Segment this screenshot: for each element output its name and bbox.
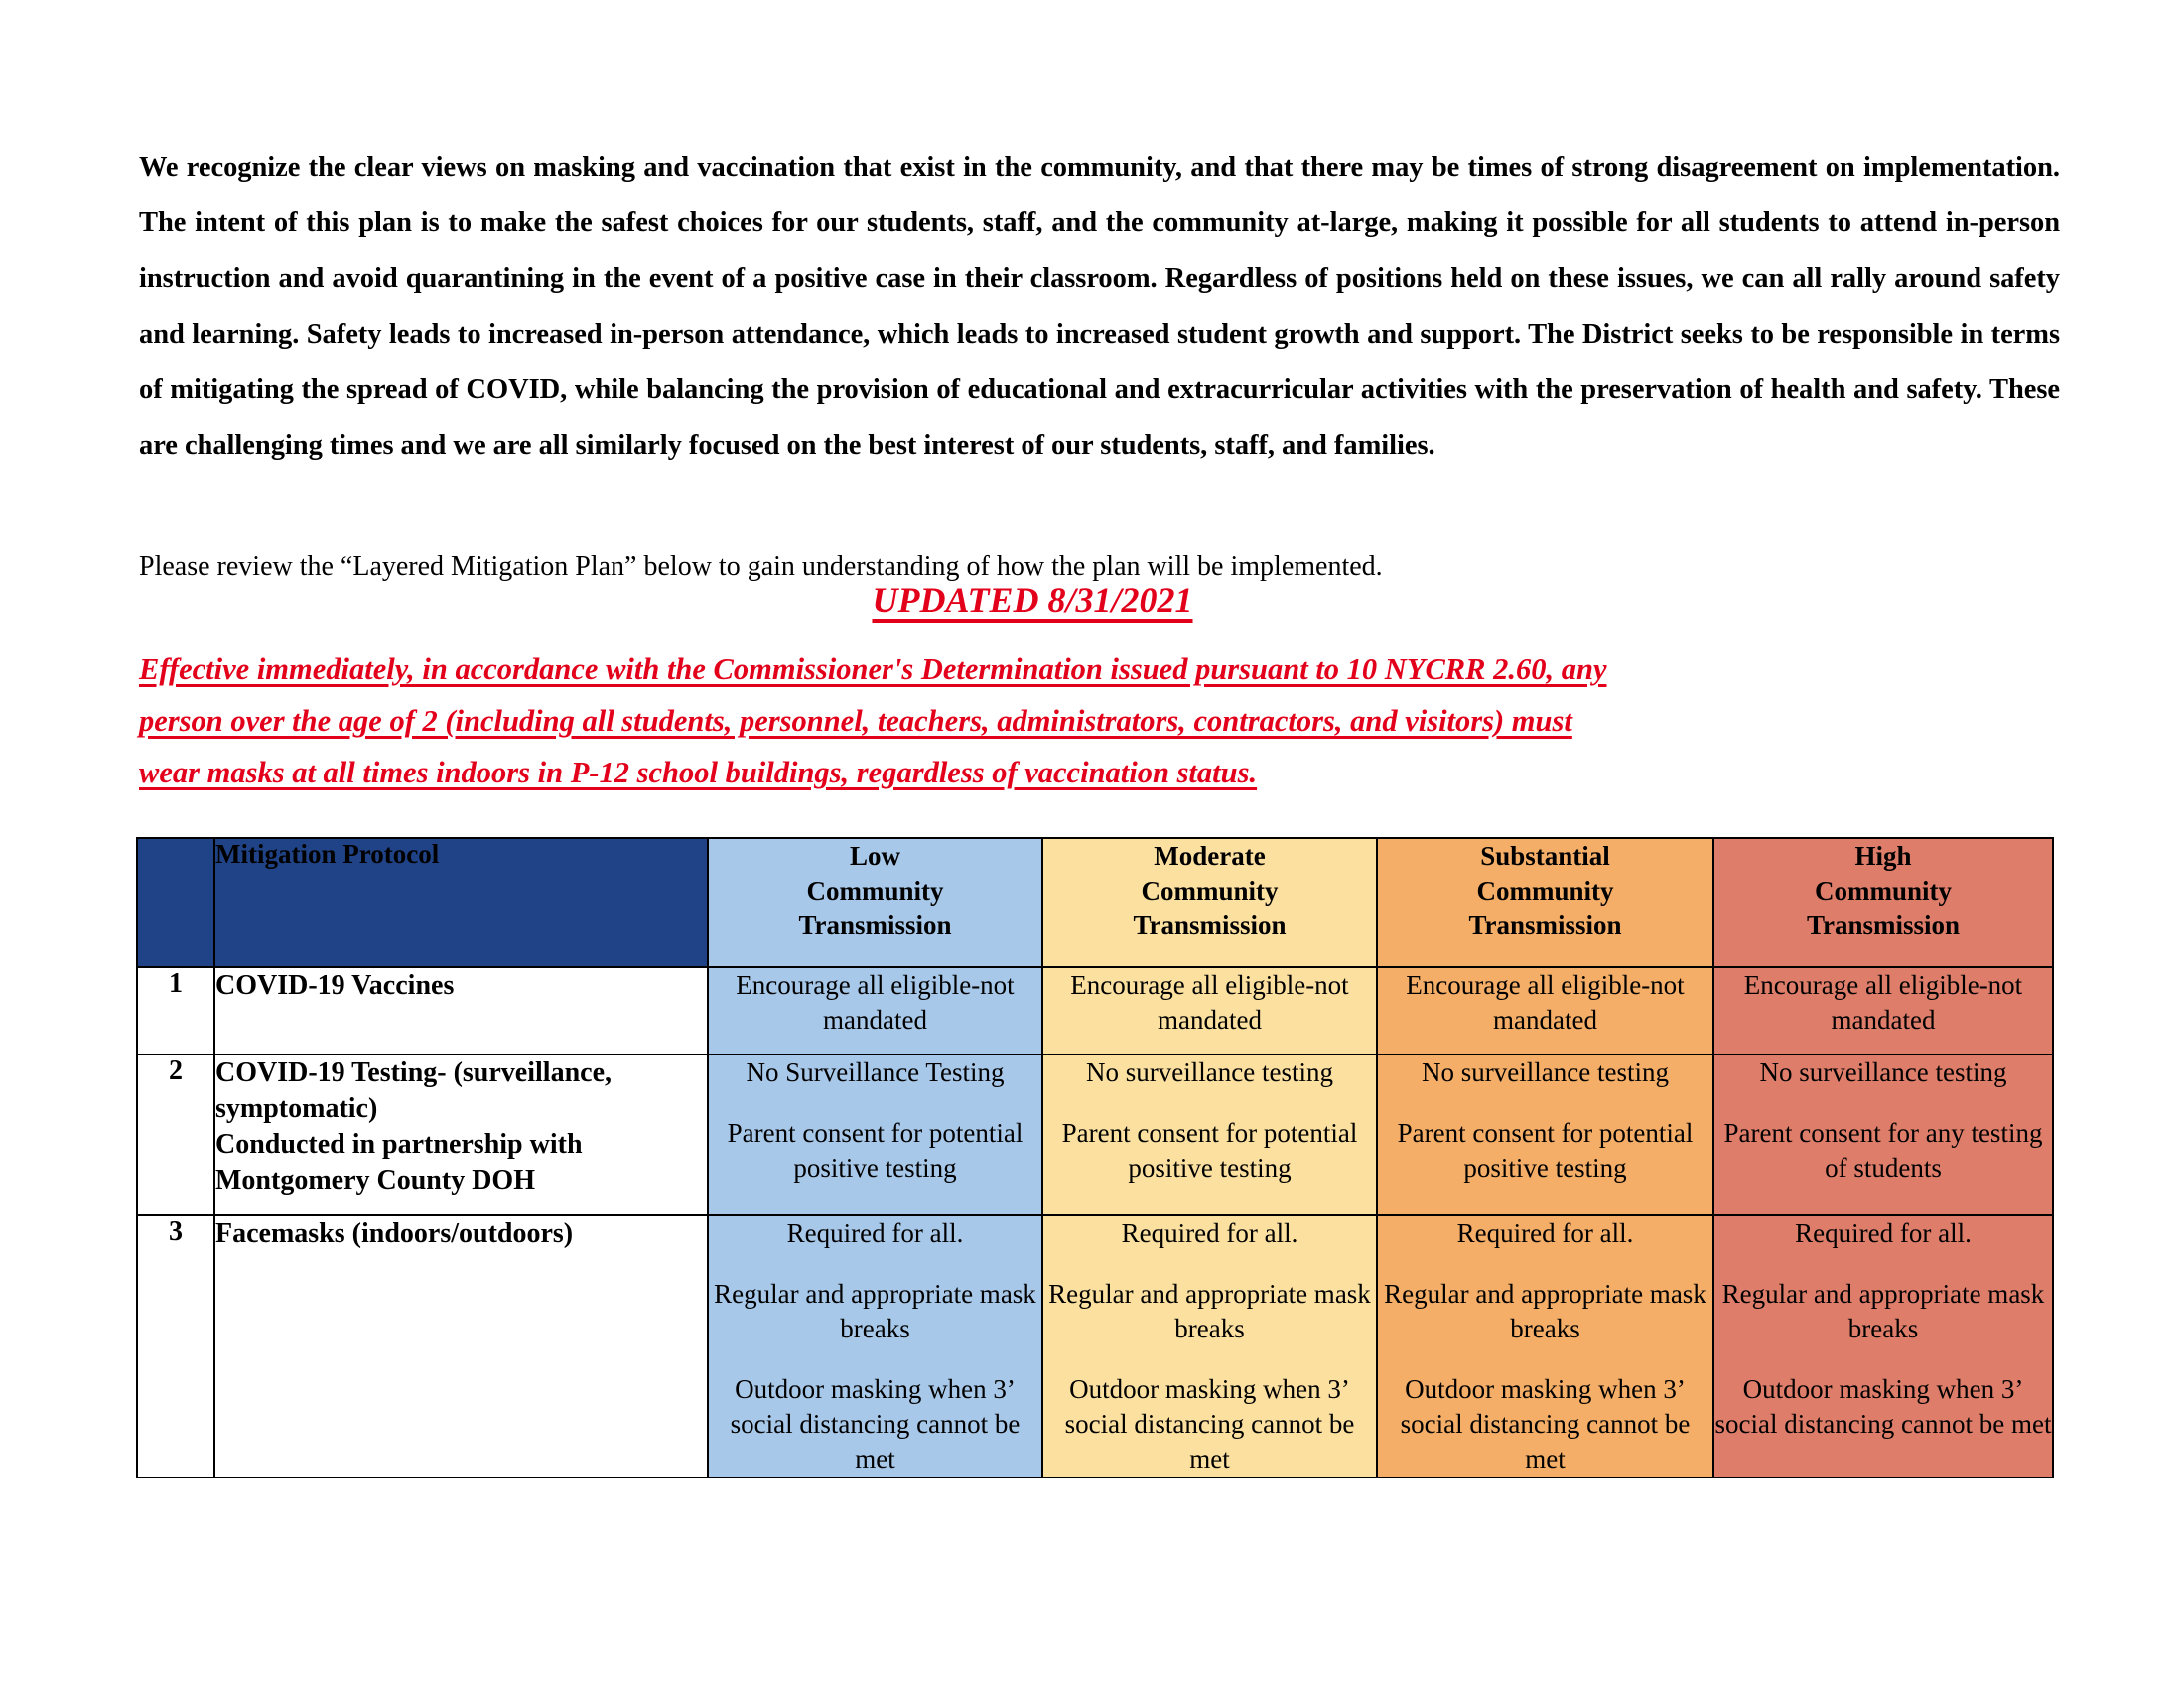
cell-high-paragraph-1: Encourage all eligible-not mandated	[1743, 970, 2023, 1035]
row-protocol-line-3: Conducted in partnership with	[215, 1129, 583, 1160]
table-header-row	[137, 838, 2053, 967]
notice-line-3: wear masks at all times indoors in P-12 school buildings, regardless of vaccination status.	[139, 756, 1258, 789]
header-substantial-transmission	[1377, 838, 1713, 967]
header-substantial-line-2: Community	[1476, 876, 1614, 906]
header-mitigation-protocol: Mitigation Protocol	[214, 838, 708, 967]
header-substantial-line-3: Transmission	[1468, 911, 1622, 940]
header-high-line-3: Transmission	[1806, 911, 1961, 940]
cell-moderate-paragraph-1: No surveillance testing	[1086, 1057, 1333, 1087]
header-high-line-1: High	[1854, 841, 1912, 871]
cell-low	[708, 1055, 1042, 1215]
cell-high-paragraph-1: No surveillance testing	[1759, 1057, 2007, 1087]
cell-moderate	[1042, 967, 1377, 1055]
row-protocol	[214, 967, 708, 1055]
header-high-line-2: Community	[1814, 876, 1952, 906]
cell-moderate-paragraph-1: Encourage all eligible-not mandated	[1070, 970, 1349, 1035]
row-protocol	[214, 1215, 708, 1477]
cell-moderate-paragraph-2: Parent consent for potential positive testing	[1061, 1118, 1358, 1183]
table-row	[137, 1055, 2053, 1215]
layered-mitigation-plan-table-wrapper	[136, 837, 2052, 1478]
table-row	[137, 967, 2053, 1055]
row-protocol	[214, 1055, 708, 1215]
cell-moderate-paragraph-1: Required for all.	[1121, 1218, 1298, 1248]
cell-low-paragraph-1: Required for all.	[786, 1218, 964, 1248]
cell-moderate-paragraph-3: Outdoor masking when 3’ social distancing cannot be met	[1064, 1374, 1355, 1474]
cell-low	[708, 1215, 1042, 1477]
review-instruction-paragraph: Please review the “Layered Mitigation Plan” below to gain understanding of how the plan will be implemented.	[139, 551, 1383, 582]
cell-substantial-paragraph-2: Regular and appropriate mask breaks	[1384, 1279, 1706, 1343]
header-low-line-1: Low	[849, 841, 900, 871]
updated-heading	[0, 579, 2065, 621]
mask-mandate-notice	[139, 643, 2080, 798]
cell-substantial-paragraph-3: Outdoor masking when 3’ social distancing cannot be met	[1400, 1374, 1691, 1474]
row-protocol-line-2: symptomatic)	[215, 1093, 378, 1124]
row-number: 1	[137, 967, 214, 1055]
cell-substantial-paragraph-2: Parent consent for potential positive testing	[1397, 1118, 1694, 1183]
cell-moderate	[1042, 1055, 1377, 1215]
layered-mitigation-plan-table	[136, 837, 2054, 1478]
cell-substantial	[1377, 1055, 1713, 1215]
cell-moderate	[1042, 1215, 1377, 1477]
row-protocol-line-4: Montgomery County DOH	[215, 1165, 535, 1196]
cell-substantial-paragraph-1: Required for all.	[1456, 1218, 1634, 1248]
cell-low-paragraph-3: Outdoor masking when 3’ social distancing cannot be met	[730, 1374, 1021, 1474]
cell-high-paragraph-1: Required for all.	[1795, 1218, 1972, 1248]
notice-line-2: person over the age of 2 (including all students, personnel, teachers, administrators, contractors, and visitors) must	[139, 704, 1572, 738]
header-moderate-transmission	[1042, 838, 1377, 967]
table-row	[137, 1215, 2053, 1477]
header-substantial-line-1: Substantial	[1480, 841, 1610, 871]
cell-low-paragraph-2: Parent consent for potential positive testing	[727, 1118, 1024, 1183]
header-low-line-2: Community	[806, 876, 944, 906]
header-low-line-3: Transmission	[798, 911, 952, 940]
header-moderate-line-1: Moderate	[1154, 841, 1266, 871]
cell-substantial	[1377, 1215, 1713, 1477]
row-number: 2	[137, 1055, 214, 1215]
header-high-transmission	[1713, 838, 2053, 967]
row-protocol-line-1: COVID-19 Testing- (surveillance,	[215, 1057, 612, 1088]
cell-moderate-paragraph-2: Regular and appropriate mask breaks	[1048, 1279, 1371, 1343]
cell-substantial-paragraph-1: Encourage all eligible-not mandated	[1406, 970, 1685, 1035]
notice-line-1: Effective immediately, in accordance with the Commissioner's Determination issued pursuant to 10 NYCRR 2.60, any	[139, 652, 1607, 686]
cell-high-paragraph-3: Outdoor masking when 3’ social distancing cannot be met	[1714, 1374, 2052, 1439]
header-moderate-line-3: Transmission	[1133, 911, 1287, 940]
header-moderate-line-2: Community	[1141, 876, 1279, 906]
cell-substantial-paragraph-1: No surveillance testing	[1422, 1057, 1669, 1087]
cell-high-paragraph-2: Regular and appropriate mask breaks	[1721, 1279, 2045, 1343]
row-number: 3	[137, 1215, 214, 1477]
cell-low-paragraph-1: Encourage all eligible-not mandated	[736, 970, 1015, 1035]
cell-high	[1713, 967, 2053, 1055]
header-low-transmission	[708, 838, 1042, 967]
cell-high	[1713, 1215, 2053, 1477]
cell-substantial	[1377, 967, 1713, 1055]
header-row-number	[137, 838, 214, 967]
cell-high	[1713, 1055, 2053, 1215]
cell-low-paragraph-2: Regular and appropriate mask breaks	[714, 1279, 1036, 1343]
cell-low	[708, 967, 1042, 1055]
row-protocol-line-1: COVID-19 Vaccines	[215, 970, 455, 1001]
cell-high-paragraph-2: Parent consent for any testing of students	[1723, 1118, 2043, 1183]
intro-paragraph: We recognize the clear views on masking and vaccination that exist in the community, and that there may be times of strong disagreement on implementation. The intent of this plan is to make the safest choices for our students, staff, and the community at-large, making it possible for all students to attend in-person instruction and avoid quarantining in the event of a positive case in their classroom. Regardless of positions held on these issues, we can all rally around safety and learning. Safety leads to increased in-person attendance, which leads to increased student growth and support. The District seeks to be responsible in terms of mitigating the spread of COVID, while balancing the provision of educational and extracurricular activities with the preservation of health and safety. These are challenging times and we are all similarly focused on the best interest of our students, staff, and families.	[139, 151, 2060, 461]
cell-low-paragraph-1: No Surveillance Testing	[746, 1057, 1005, 1087]
row-protocol-line-1: Facemasks (indoors/outdoors)	[215, 1218, 574, 1249]
updated-heading-text: UPDATED 8/31/2021	[872, 580, 1193, 620]
